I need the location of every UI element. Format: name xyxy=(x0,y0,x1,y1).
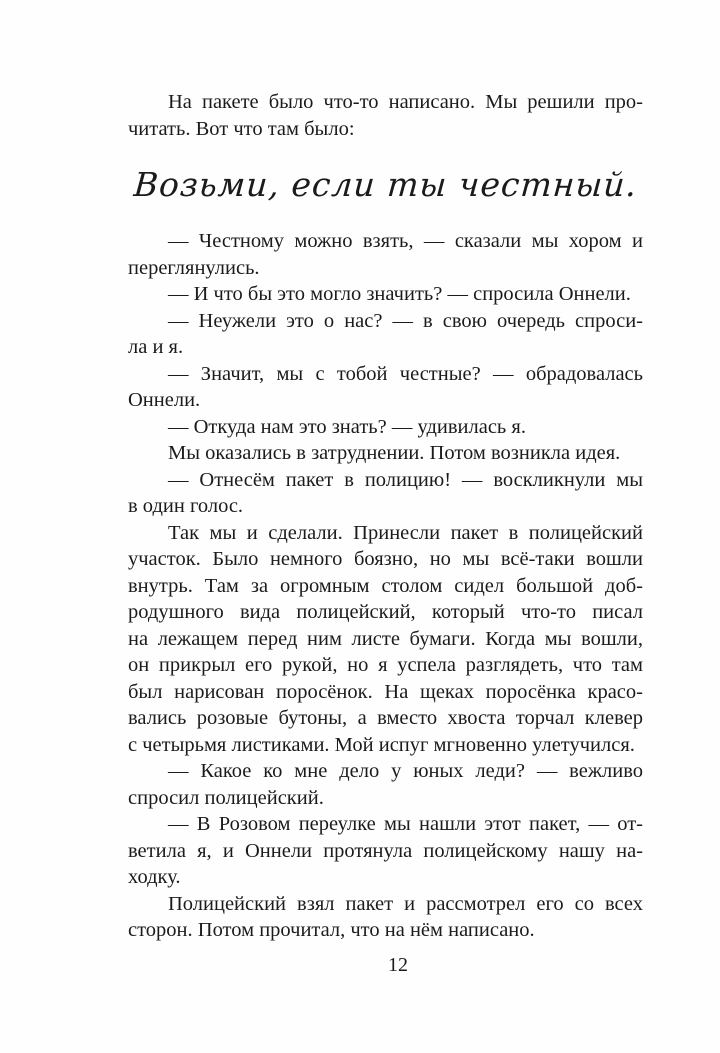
paragraph xyxy=(128,520,643,759)
text-line: — И что бы это могло значить? — спросила Оннели. xyxy=(168,283,631,305)
text-line: — Откуда нам это знать? — удивилась я. xyxy=(168,415,526,438)
text-line: был нарисован поросёнок. На щеках поросёнка красо- xyxy=(128,680,643,703)
text-line: На пакете было что-то написано. Мы решили про- xyxy=(168,91,643,113)
paragraph xyxy=(128,758,643,811)
text-line: с четырьмя листиками. Мой испуг мгновенно улетучился. xyxy=(128,733,635,756)
text-line: участок. Было немного боязно, но мы всё-таки вошли xyxy=(128,548,643,570)
text-line: сторон. Потом прочитал, что на нём написано. xyxy=(128,919,535,941)
text-line: переглянулись. xyxy=(128,256,260,279)
text-line: ла и я. xyxy=(128,336,184,358)
text-line: — Значит, мы с тобой честные? — обрадовалась xyxy=(168,362,643,385)
text-line: в один голос. xyxy=(128,495,244,517)
text-line: Возьми, если ты честный. xyxy=(132,165,639,204)
text-line: родушного вида полицейский, который что-то писал xyxy=(128,601,643,623)
text-line: на лежащем перед ним листе бумаги. Когда мы вошли, xyxy=(128,627,643,650)
text-line: — В Розовом переулке мы нашли этот пакет, — от- xyxy=(168,813,643,835)
text-line: Оннели. xyxy=(128,389,201,411)
text-line: — Честному можно взять, — сказали мы хором и xyxy=(168,230,643,252)
text-line: Мы оказались в затруднении. Потом возникла идея. xyxy=(168,442,621,464)
handwritten-inscription xyxy=(128,159,643,211)
page-number: 12 xyxy=(388,954,408,976)
text-line: спросил полицейский. xyxy=(128,786,324,809)
text-line: — Отнесём пакет в полицию! — воскликнули мы xyxy=(168,468,643,491)
paragraph xyxy=(128,414,643,441)
text-line: — Неужели это о нас? — в свою очередь спроси- xyxy=(168,309,643,332)
paragraph xyxy=(128,308,643,361)
paragraph xyxy=(128,440,643,467)
text-line: ходку. xyxy=(128,866,181,888)
text-line: читать. Вот что там было: xyxy=(128,117,355,140)
page-text xyxy=(128,89,643,944)
text-line: Полицейский взял пакет и рассмотрел его со всех xyxy=(168,892,643,915)
text-line: ветила я, и Оннели протянула полицейскому нашу на- xyxy=(128,839,643,862)
paragraph xyxy=(128,891,643,944)
text-line: — Какое ко мне дело у юных леди? — вежливо xyxy=(168,760,643,782)
paragraph xyxy=(128,467,643,520)
paragraph xyxy=(128,361,643,414)
paragraph xyxy=(128,89,643,142)
text-line: Так мы и сделали. Принесли пакет в полицейский xyxy=(168,521,643,544)
paragraph xyxy=(128,228,643,281)
text-line: вались розовые бутоны, а вместо хвоста торчал клевер xyxy=(128,707,643,729)
paragraph xyxy=(128,811,643,891)
paragraph xyxy=(128,281,643,308)
text-line: он прикрыл его рукой, но я успела разглядеть, что там xyxy=(128,654,643,676)
text-line: внутрь. Там за огромным столом сидел большой доб- xyxy=(128,574,643,597)
